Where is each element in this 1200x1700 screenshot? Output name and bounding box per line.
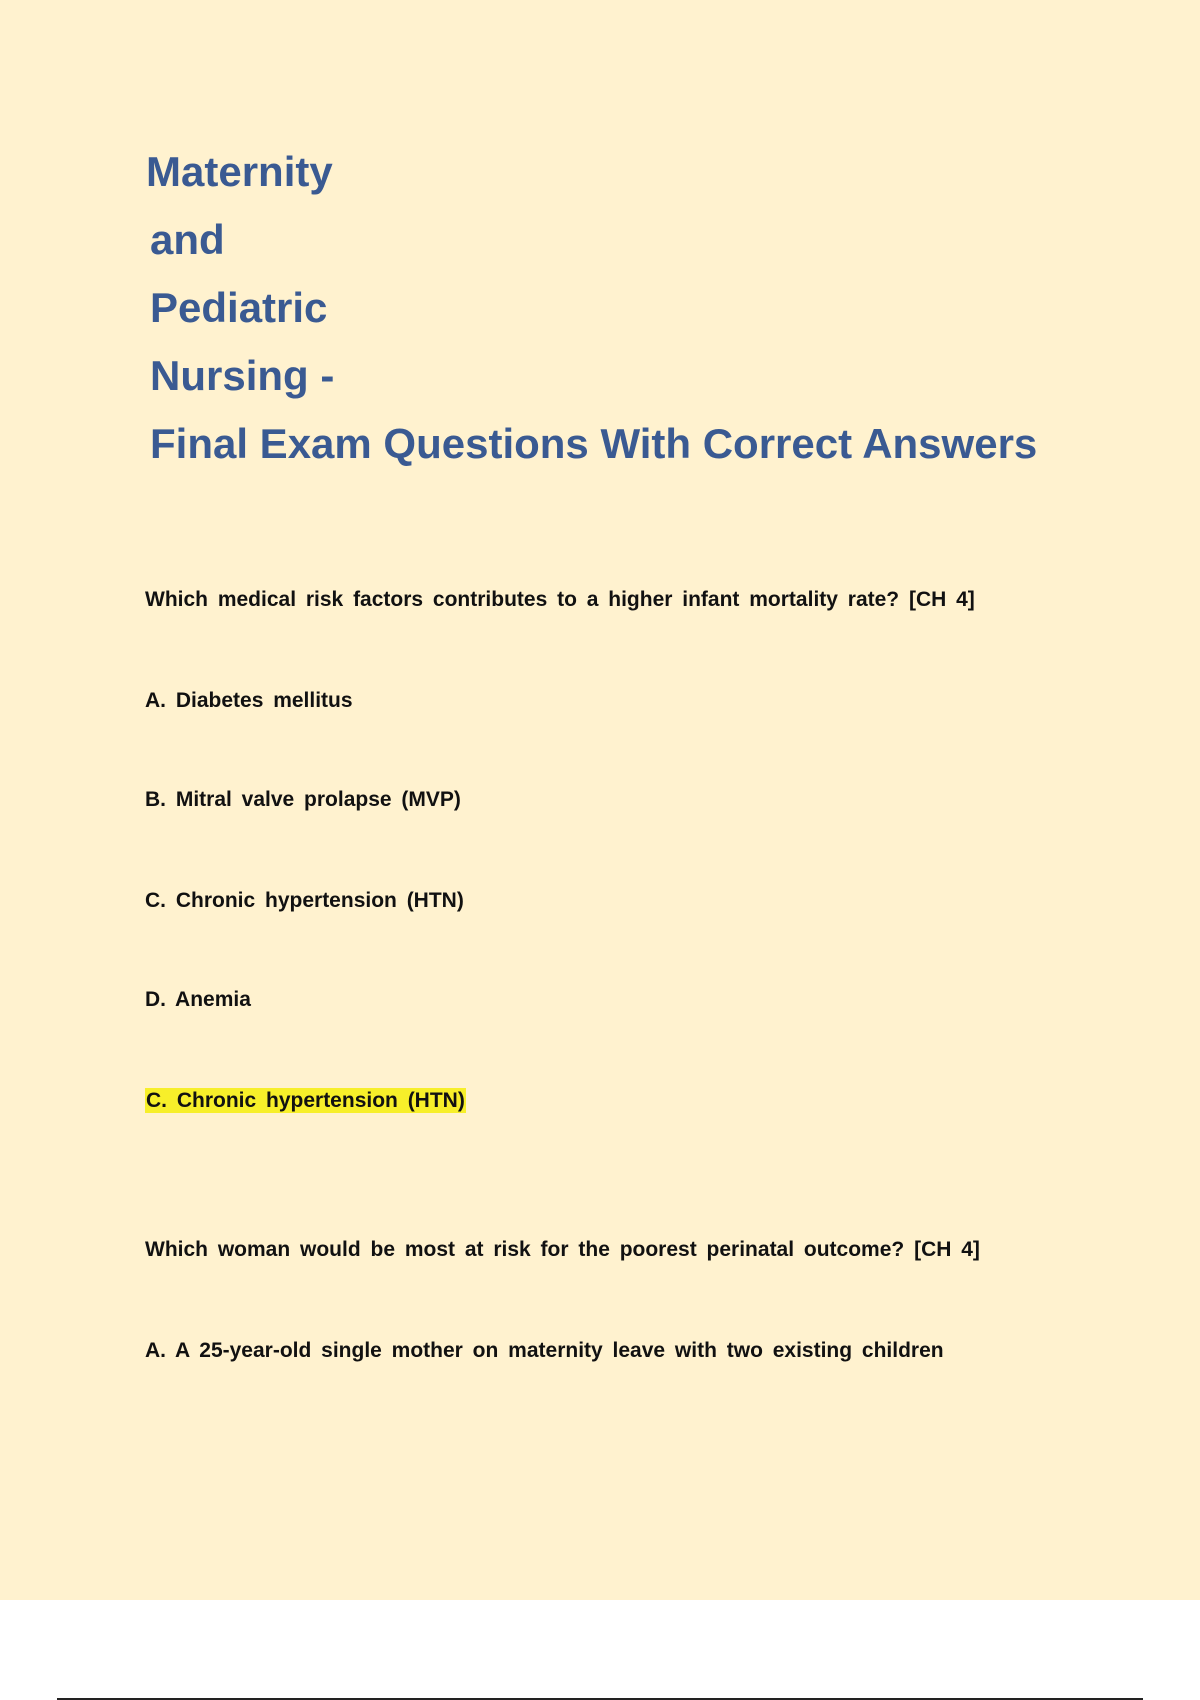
question-1-correct-answer: [145, 1087, 466, 1115]
question-1-option-a: A. Diabetes mellitus: [145, 689, 353, 712]
question-1-option-c: C. Chronic hypertension (HTN): [145, 889, 464, 912]
title-line: Pediatric: [150, 284, 328, 331]
highlighted-answer-text: C. Chronic hypertension (HTN): [146, 1089, 465, 1112]
title-line: Maternity: [146, 148, 333, 195]
question-1-prompt: Which medical risk factors contributes to a higher infant mortality rate? [CH 4]: [145, 588, 975, 611]
title-line: and: [150, 216, 225, 263]
question-1-option-b: B. Mitral valve prolapse (MVP): [145, 788, 461, 811]
question-2-prompt: Which woman would be most at risk for the poorest perinatal outcome? [CH 4]: [145, 1238, 980, 1261]
question-2-option-a: A. A 25-year-old single mother on maternity leave with two existing children: [145, 1339, 944, 1362]
document-title: [146, 138, 1146, 478]
question-1-option-d: D. Anemia: [145, 988, 251, 1011]
title-line: Nursing -: [150, 352, 335, 399]
title-line: Final Exam Questions With Correct Answers: [150, 420, 1038, 467]
